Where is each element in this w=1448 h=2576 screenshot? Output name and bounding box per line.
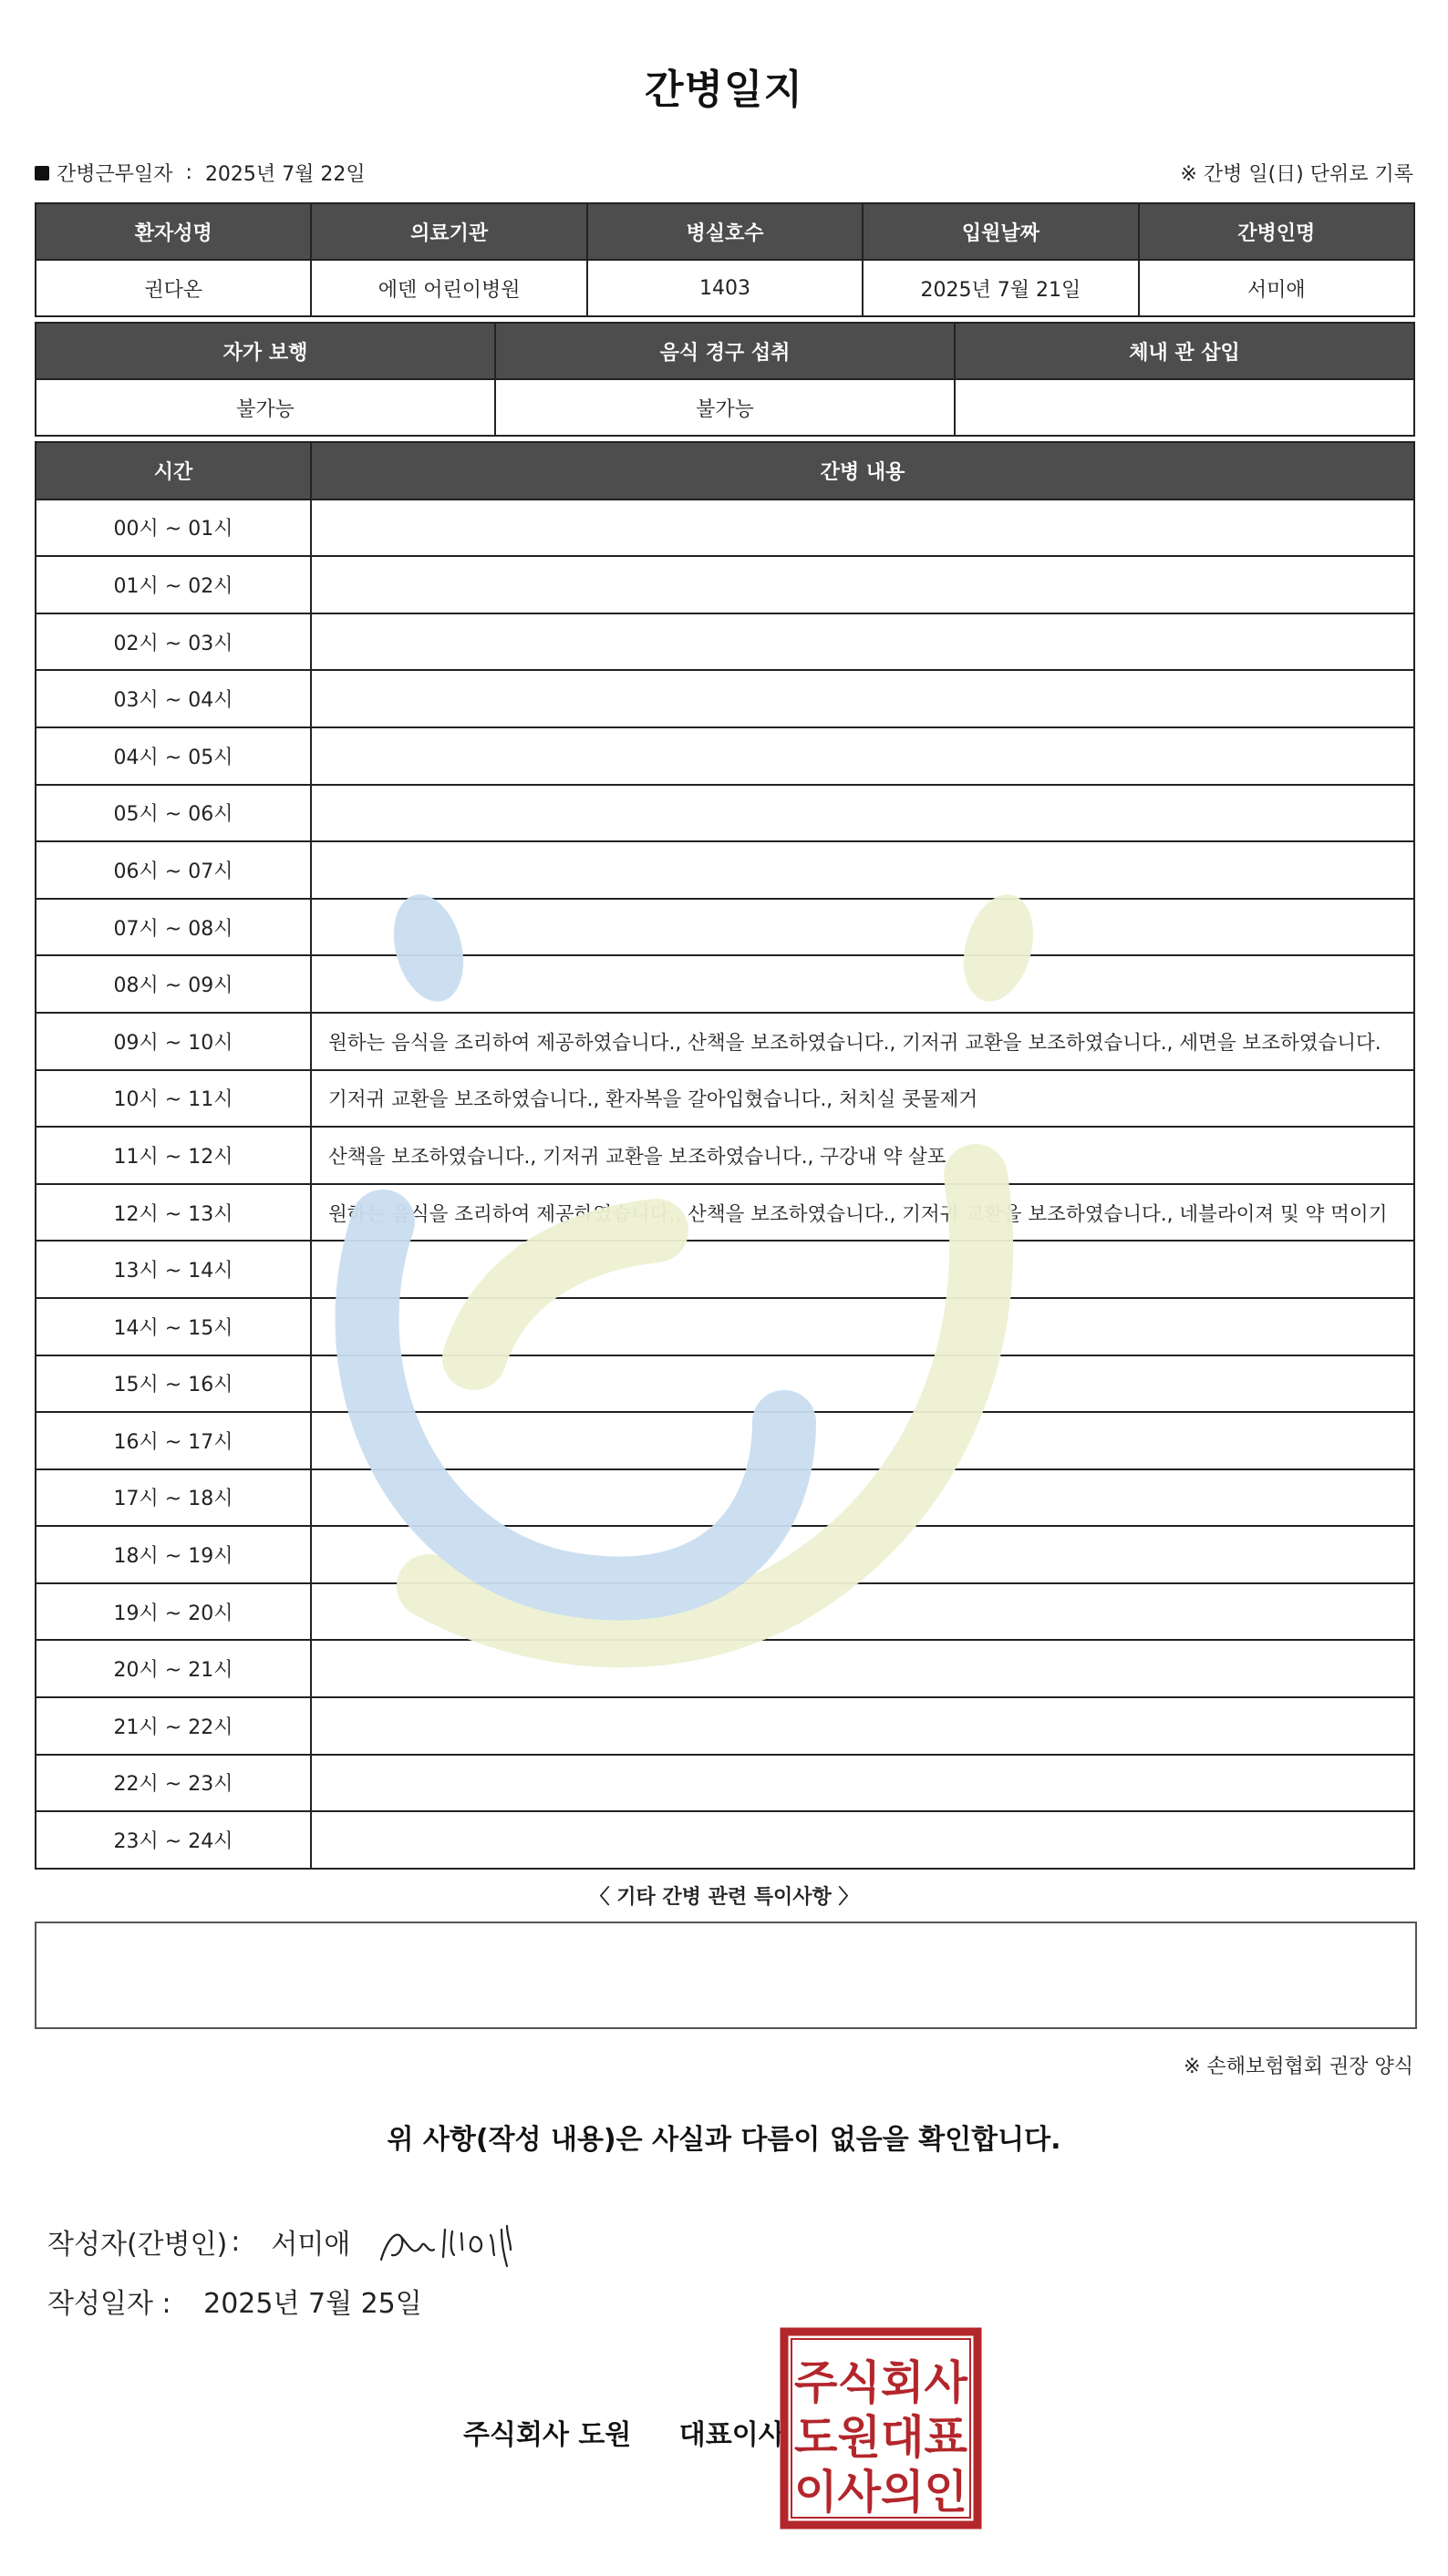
- header-self-walking: 자가 보행: [36, 323, 495, 379]
- care-log-row: [36, 727, 1414, 785]
- time-slot-cell: 14시 ~ 15시: [36, 1298, 311, 1355]
- care-content-cell: 산책을 보조하였습니다., 기저귀 교환을 보조하였습니다., 구강내 약 살포: [311, 1127, 1414, 1184]
- time-slot-cell: 16시 ~ 17시: [36, 1412, 311, 1469]
- care-log-row: [36, 899, 1414, 956]
- care-content-cell: [311, 841, 1414, 899]
- company-seal-stamp: [780, 2327, 982, 2530]
- time-slot-cell: 10시 ~ 11시: [36, 1070, 311, 1128]
- care-log-row: [36, 1184, 1414, 1242]
- care-log-row: [36, 1697, 1414, 1755]
- care-content-cell: [311, 1583, 1414, 1641]
- unit-note: ※ 간병 일(日) 단위로 기록: [1180, 163, 1413, 186]
- care-content-cell: [311, 670, 1414, 727]
- header-time: 시간: [36, 442, 311, 500]
- care-log-row: [36, 1412, 1414, 1469]
- care-log-row: [36, 1469, 1414, 1527]
- time-slot-cell: 18시 ~ 19시: [36, 1526, 311, 1583]
- care-log-row: [36, 955, 1414, 1013]
- care-content-cell: 원하는 음식을 조리하여 제공하였습니다., 산책을 보조하였습니다., 기저귀 교환을 보조하였습니다., 네블라이져 및 약 먹이기: [311, 1184, 1414, 1242]
- care-content-cell: [311, 1469, 1414, 1527]
- care-content-cell: 원하는 음식을 조리하여 제공하였습니다., 산책을 보조하였습니다., 기저귀 교환을 보조하였습니다., 세면을 보조하였습니다.: [311, 1013, 1414, 1070]
- time-slot-cell: 12시 ~ 13시: [36, 1184, 311, 1242]
- work-date-line: [35, 159, 366, 187]
- care-content-cell: [311, 899, 1414, 956]
- patient-status-table: [35, 322, 1415, 437]
- work-date-separator: :: [185, 161, 192, 184]
- status-header-row: [36, 323, 1414, 379]
- care-content-cell: [311, 727, 1414, 785]
- company-name: 주식회사 도원: [463, 2419, 632, 2451]
- header-tube-insertion: 체내 관 삽입: [955, 323, 1414, 379]
- work-date-label: 간병근무일자: [57, 163, 173, 186]
- time-slot-cell: 19시 ~ 20시: [36, 1583, 311, 1641]
- care-log-row: [36, 1755, 1414, 1812]
- document-title: 간병일지: [644, 67, 803, 113]
- care-log-row: [36, 556, 1414, 613]
- care-content-cell: [311, 1412, 1414, 1469]
- patient-info-value-row: [36, 260, 1414, 316]
- time-slot-cell: 22시 ~ 23시: [36, 1755, 311, 1812]
- care-log-body: [36, 500, 1414, 1869]
- care-content-cell: [311, 1811, 1414, 1869]
- admission-date-cell: 2025년 7월 21일: [863, 260, 1138, 316]
- care-log-row: [36, 1013, 1414, 1070]
- status-value-row: [36, 379, 1414, 436]
- written-date-line: [47, 2281, 422, 2321]
- header-care-content: 간병 내용: [311, 442, 1414, 500]
- time-slot-cell: 08시 ~ 09시: [36, 955, 311, 1013]
- header-patient-name: 환자성명: [36, 203, 311, 260]
- company-signatory: [463, 2412, 785, 2452]
- care-log-row: [36, 613, 1414, 671]
- care-log-row: [36, 1583, 1414, 1641]
- care-log-header-row: [36, 442, 1414, 500]
- room-number-cell: 1403: [587, 260, 863, 316]
- time-slot-cell: 21시 ~ 22시: [36, 1697, 311, 1755]
- time-slot-cell: 02시 ~ 03시: [36, 613, 311, 671]
- header-hospital: 의료기관: [311, 203, 586, 260]
- header-oral-intake: 음식 경구 섭취: [495, 323, 955, 379]
- oral-intake-cell: 불가능: [495, 379, 955, 436]
- form-source-note: ※ 손해보험협회 권장 양식: [1184, 2056, 1413, 2078]
- written-date-value: 2025년 7월 25일: [203, 2288, 422, 2320]
- tube-insertion-cell: [955, 379, 1414, 436]
- care-content-cell: [311, 500, 1414, 557]
- company-title: 대표이사: [678, 2419, 785, 2451]
- header-admission-date: 입원날짜: [863, 203, 1138, 260]
- time-slot-cell: 15시 ~ 16시: [36, 1355, 311, 1413]
- time-slot-cell: 23시 ~ 24시: [36, 1811, 311, 1869]
- handwritten-signature: [374, 2210, 529, 2273]
- seal-line-3: 이사의인: [794, 2466, 967, 2519]
- time-slot-cell: 04시 ~ 05시: [36, 727, 311, 785]
- care-content-cell: [311, 1241, 1414, 1298]
- writer-label: 작성자(간병인): [47, 2229, 228, 2261]
- special-notes-title: 〈 기타 간병 관련 특이사항 〉: [589, 1886, 859, 1909]
- time-slot-cell: 01시 ~ 02시: [36, 556, 311, 613]
- care-log-row: [36, 1241, 1414, 1298]
- time-slot-cell: 05시 ~ 06시: [36, 785, 311, 842]
- writer-name: 서미애: [271, 2229, 351, 2261]
- care-log-row: [36, 1127, 1414, 1184]
- time-slot-cell: 13시 ~ 14시: [36, 1241, 311, 1298]
- writer-colon: :: [231, 2225, 241, 2258]
- confirmation-statement: 위 사항(작성 내용)은 사실과 다름이 없음을 확인합니다.: [387, 2124, 1061, 2156]
- care-log-row: [36, 1070, 1414, 1128]
- care-content-cell: [311, 785, 1414, 842]
- header-room-number: 병실호수: [587, 203, 863, 260]
- written-date-label: 작성일자 :: [47, 2288, 171, 2320]
- time-slot-cell: 03시 ~ 04시: [36, 670, 311, 727]
- care-log-row: [36, 670, 1414, 727]
- care-content-cell: [311, 1298, 1414, 1355]
- writer-line: [47, 2210, 529, 2273]
- patient-info-table: [35, 202, 1415, 317]
- patient-name-cell: 권다온: [36, 260, 311, 316]
- time-slot-cell: 06시 ~ 07시: [36, 841, 311, 899]
- care-log-row: [36, 1355, 1414, 1413]
- care-log-table: [35, 441, 1415, 1870]
- care-content-cell: [311, 1755, 1414, 1812]
- time-slot-cell: 09시 ~ 10시: [36, 1013, 311, 1070]
- care-content-cell: [311, 1640, 1414, 1697]
- hospital-cell: 에덴 어린이병원: [311, 260, 586, 316]
- care-content-cell: [311, 556, 1414, 613]
- square-bullet-icon: [35, 166, 49, 180]
- seal-line-1: 주식회사: [794, 2356, 968, 2409]
- care-content-cell: 기저귀 교환을 보조하였습니다., 환자복을 갈아입혔습니다., 처치실 콧물제거: [311, 1070, 1414, 1128]
- seal-line-2: 도원대표: [794, 2411, 968, 2464]
- care-log-row: [36, 500, 1414, 557]
- care-content-cell: [311, 1526, 1414, 1583]
- care-content-cell: [311, 955, 1414, 1013]
- care-log-row: [36, 1298, 1414, 1355]
- care-log-row: [36, 1811, 1414, 1869]
- special-notes-box: [35, 1922, 1417, 2029]
- time-slot-cell: 17시 ~ 18시: [36, 1469, 311, 1527]
- time-slot-cell: 11시 ~ 12시: [36, 1127, 311, 1184]
- self-walking-cell: 불가능: [36, 379, 495, 436]
- care-log-row: [36, 785, 1414, 842]
- care-log-row: [36, 1640, 1414, 1697]
- care-content-cell: [311, 1697, 1414, 1755]
- time-slot-cell: 07시 ~ 08시: [36, 899, 311, 956]
- care-log-row: [36, 1526, 1414, 1583]
- care-content-cell: [311, 613, 1414, 671]
- time-slot-cell: 20시 ~ 21시: [36, 1640, 311, 1697]
- time-slot-cell: 00시 ~ 01시: [36, 500, 311, 557]
- caregiver-name-cell: 서미애: [1139, 260, 1414, 316]
- work-date-value: 2025년 7월 22일: [204, 163, 366, 186]
- header-caregiver-name: 간병인명: [1139, 203, 1414, 260]
- patient-info-header-row: [36, 203, 1414, 260]
- care-content-cell: [311, 1355, 1414, 1413]
- care-log-row: [36, 841, 1414, 899]
